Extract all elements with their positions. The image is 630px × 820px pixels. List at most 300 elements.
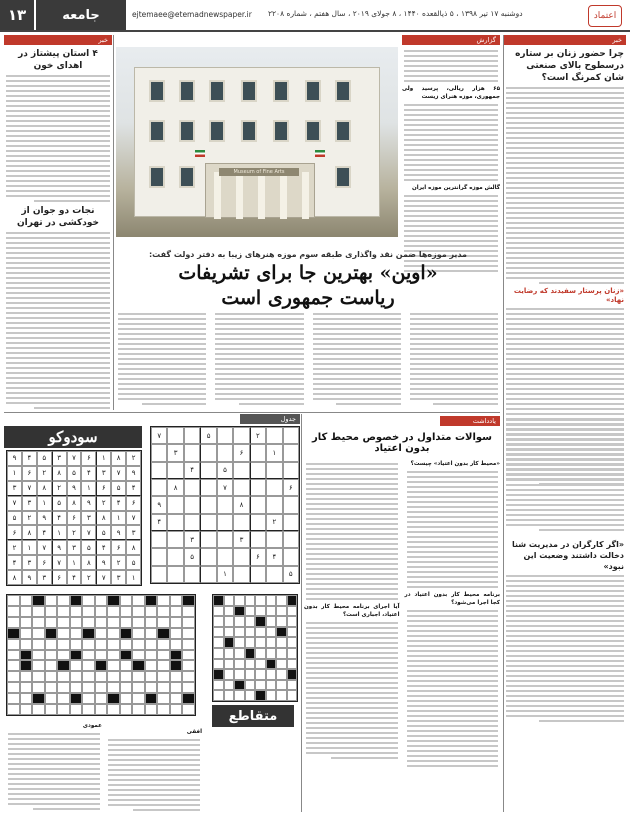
crossword-cell bbox=[145, 606, 158, 617]
sudoku-cell: ۸ bbox=[52, 466, 67, 481]
crossword-cell bbox=[20, 617, 33, 628]
crossword-cell bbox=[82, 693, 95, 704]
sudoku-cell: ۶ bbox=[81, 451, 96, 466]
sudoku-cell: ۴ bbox=[7, 555, 22, 570]
crossword-cell bbox=[157, 660, 170, 671]
crossword-cell bbox=[20, 704, 33, 715]
sudoku-cell: ۱ bbox=[266, 444, 282, 461]
crossword-cell bbox=[266, 680, 277, 691]
section-email[interactable]: ejtemaee@etemadnewspaper.ir bbox=[132, 10, 252, 19]
crossword-cell bbox=[182, 650, 195, 661]
crossword-cell bbox=[213, 659, 224, 670]
crossword-cell bbox=[82, 660, 95, 671]
sudoku-cell: ۳ bbox=[184, 531, 200, 548]
crossword-cell bbox=[45, 617, 58, 628]
sudoku-cell bbox=[266, 462, 282, 479]
crossword-cell bbox=[7, 693, 20, 704]
sudoku-cell bbox=[250, 496, 266, 513]
news-headline: نجات دو جوان از خودکشی در تهران bbox=[17, 206, 99, 228]
sudoku-cell bbox=[184, 427, 200, 444]
crossword-cell bbox=[287, 690, 298, 701]
sudoku-cell bbox=[167, 496, 183, 513]
sudoku-cell: ۵ bbox=[37, 451, 52, 466]
sudoku-cell bbox=[217, 496, 233, 513]
crossword-cell bbox=[182, 639, 195, 650]
crossword-cell bbox=[182, 671, 195, 682]
crossword-cell bbox=[132, 617, 145, 628]
crossword-cell bbox=[182, 606, 195, 617]
sudoku-cell bbox=[250, 566, 266, 583]
sudoku-cell: ۳ bbox=[96, 466, 111, 481]
sudoku-cell bbox=[184, 566, 200, 583]
sudoku-cell: ۷ bbox=[217, 479, 233, 496]
crossword-cell bbox=[82, 617, 95, 628]
sudoku-cell: ۲ bbox=[37, 466, 52, 481]
sudoku-cell: ۲ bbox=[81, 570, 96, 585]
crossword-cell bbox=[145, 704, 158, 715]
crossword-cell bbox=[70, 671, 83, 682]
sudoku-cell bbox=[250, 479, 266, 496]
crossword-cell bbox=[266, 659, 277, 670]
section-divider bbox=[4, 412, 500, 413]
crossword-cell bbox=[170, 671, 183, 682]
sudoku-cell bbox=[233, 479, 249, 496]
crossword-cell bbox=[224, 680, 235, 691]
crossword-cell bbox=[255, 606, 266, 617]
sudoku-cell: ۷ bbox=[67, 451, 82, 466]
crossword-cell bbox=[107, 704, 120, 715]
sudoku-cell: ۵ bbox=[81, 540, 96, 555]
sudoku-cell bbox=[266, 479, 282, 496]
sudoku-cell: ۱ bbox=[217, 566, 233, 583]
sudoku-cell bbox=[167, 427, 183, 444]
crossword-cell bbox=[57, 628, 70, 639]
puzzle-tag: جدول bbox=[240, 414, 300, 424]
crossword-cell bbox=[107, 628, 120, 639]
crossword-cell bbox=[157, 693, 170, 704]
sudoku-cell: ۴ bbox=[184, 462, 200, 479]
section-tag: خبر bbox=[4, 35, 112, 45]
crossword-clues-horizontal bbox=[106, 728, 202, 814]
crossword-cell bbox=[255, 616, 266, 627]
sudoku-cell: ۱ bbox=[52, 525, 67, 540]
sudoku-cell: ۶ bbox=[250, 548, 266, 565]
crossword-cell bbox=[245, 648, 256, 659]
sudoku-cell: ۶ bbox=[96, 481, 111, 496]
sudoku-cell: ۱ bbox=[67, 555, 82, 570]
crossword-cell bbox=[182, 682, 195, 693]
crossword-cell bbox=[234, 595, 245, 606]
crossword-cell bbox=[145, 682, 158, 693]
crossword-cell bbox=[57, 639, 70, 650]
crossword-cell bbox=[213, 627, 224, 638]
sudoku-cell: ۵ bbox=[217, 462, 233, 479]
crossword-cell bbox=[70, 606, 83, 617]
crossword-cell bbox=[82, 628, 95, 639]
crossword-cell bbox=[255, 648, 266, 659]
crossword-cell bbox=[57, 606, 70, 617]
crossword-cell bbox=[95, 595, 108, 606]
crossword-cell bbox=[57, 671, 70, 682]
sudoku-cell bbox=[200, 566, 216, 583]
crossword-cell bbox=[234, 690, 245, 701]
sudoku-cell bbox=[167, 566, 183, 583]
crossword-cell bbox=[32, 617, 45, 628]
column-divider bbox=[113, 35, 114, 410]
sudoku-cell: ۶ bbox=[233, 444, 249, 461]
crossword-cell bbox=[287, 627, 298, 638]
sudoku-cell: ۳ bbox=[81, 511, 96, 526]
crossword-cell bbox=[7, 704, 20, 715]
crossword-cell bbox=[107, 660, 120, 671]
crossword-cell bbox=[70, 628, 83, 639]
crossword-cell bbox=[7, 628, 20, 639]
sudoku-cell: ۴ bbox=[151, 514, 167, 531]
sudoku-cell: ۲ bbox=[7, 540, 22, 555]
crossword-cell bbox=[32, 704, 45, 715]
crossword-cell bbox=[234, 680, 245, 691]
sudoku-cell: ۴ bbox=[22, 451, 37, 466]
sudoku-cell: ۸ bbox=[7, 570, 22, 585]
crossword-cell bbox=[255, 627, 266, 638]
crossword-cell bbox=[276, 627, 287, 638]
sudoku-cell: ۳ bbox=[37, 570, 52, 585]
crossword-cell bbox=[132, 693, 145, 704]
page-header bbox=[0, 0, 630, 32]
sudoku-cell bbox=[283, 427, 299, 444]
crossword-cell bbox=[287, 606, 298, 617]
crossword-cell bbox=[107, 693, 120, 704]
news-headline: چرا حضور زنان بر ستاره درسطوح بالای صنعتی شان کمرنگ است؟ bbox=[515, 49, 624, 83]
story-body-column bbox=[311, 310, 403, 410]
sudoku-cell: ۲ bbox=[266, 514, 282, 531]
sudoku-cell bbox=[167, 531, 183, 548]
crossword-cell bbox=[7, 682, 20, 693]
crossword-cell bbox=[132, 682, 145, 693]
crossword-cell bbox=[266, 627, 277, 638]
crossword-cell bbox=[157, 671, 170, 682]
crossword-cell bbox=[182, 595, 195, 606]
crossword-cell bbox=[266, 669, 277, 680]
crossword-cell bbox=[266, 606, 277, 617]
sudoku-cell: ۳ bbox=[167, 444, 183, 461]
museum-sign: Museum of Fine Arts bbox=[219, 168, 299, 176]
sudoku-cell bbox=[233, 427, 249, 444]
faq-subhead: برنامه محیط کار بدون اعتیاد در کجا اجرا می‌شود؟ bbox=[404, 592, 500, 606]
sudoku-cell: ۵ bbox=[52, 496, 67, 511]
sudoku-cell: ۸ bbox=[22, 525, 37, 540]
sudoku-cell: ۹ bbox=[52, 540, 67, 555]
sudoku-cell: ۴ bbox=[266, 548, 282, 565]
sudoku-cell bbox=[217, 444, 233, 461]
sudoku-cell bbox=[151, 479, 167, 496]
crossword-cell bbox=[120, 639, 133, 650]
crossword-cell bbox=[157, 628, 170, 639]
sudoku-cell bbox=[266, 496, 282, 513]
crossword-cell bbox=[57, 660, 70, 671]
sudoku-cell: ۴ bbox=[111, 496, 126, 511]
sudoku-cell: ۱ bbox=[126, 570, 141, 585]
story-body-column bbox=[116, 310, 208, 410]
crossword-cell bbox=[45, 671, 58, 682]
page-number: ۱۳ bbox=[0, 0, 34, 30]
crossword-cell bbox=[57, 617, 70, 628]
crossword-cell bbox=[120, 660, 133, 671]
crossword-cell bbox=[107, 682, 120, 693]
crossword-cell bbox=[145, 639, 158, 650]
crossword-cell bbox=[45, 650, 58, 661]
crossword-cell bbox=[255, 680, 266, 691]
crossword-cell bbox=[245, 690, 256, 701]
crossword-cell bbox=[120, 693, 133, 704]
crossword-cell bbox=[170, 650, 183, 661]
crossword-cell bbox=[157, 650, 170, 661]
sudoku-cell bbox=[167, 462, 183, 479]
crossword-cell bbox=[245, 627, 256, 638]
crossword-cell bbox=[120, 650, 133, 661]
crossword-cell bbox=[234, 659, 245, 670]
sudoku-cell: ۶ bbox=[37, 555, 52, 570]
crossword-title: متقاطع bbox=[212, 705, 294, 727]
crossword-cell bbox=[70, 650, 83, 661]
sudoku-cell: ۲ bbox=[67, 525, 82, 540]
crossword-cell bbox=[157, 595, 170, 606]
sudoku-cell: ۹ bbox=[111, 525, 126, 540]
clue-heading: عمودی bbox=[82, 723, 102, 729]
sudoku-cell: ۶ bbox=[7, 525, 22, 540]
story-tag: گزارش bbox=[402, 35, 500, 45]
crossword-cell bbox=[145, 617, 158, 628]
sudoku-title: سودوکو bbox=[4, 426, 142, 448]
sudoku-cell: ۱ bbox=[22, 540, 37, 555]
sudoku-cell bbox=[266, 427, 282, 444]
crossword-cell bbox=[287, 637, 298, 648]
crossword-cell bbox=[145, 650, 158, 661]
crossword-cell bbox=[287, 669, 298, 680]
section-name: جامعه bbox=[36, 0, 126, 30]
inline-heading: ۶۵ هزار ریالی، پرسید ولی جمهوری، موزه هنرای زیست bbox=[402, 86, 500, 100]
sudoku-cell bbox=[200, 479, 216, 496]
sudoku-cell: ۲ bbox=[126, 451, 141, 466]
crossword-cell bbox=[57, 682, 70, 693]
crossword-cell bbox=[70, 682, 83, 693]
crossword-cell bbox=[45, 704, 58, 715]
sudoku-cell: ۱ bbox=[7, 466, 22, 481]
sudoku-cell: ۳ bbox=[111, 570, 126, 585]
story-body-columns bbox=[116, 310, 500, 410]
article-body bbox=[4, 75, 112, 202]
sudoku-cell bbox=[283, 531, 299, 548]
crossword-cell bbox=[32, 606, 45, 617]
sudoku-cell bbox=[283, 444, 299, 461]
crossword-cell bbox=[107, 671, 120, 682]
crossword-cell bbox=[224, 606, 235, 617]
sudoku-cell: ۶ bbox=[67, 511, 82, 526]
crossword-cell bbox=[82, 682, 95, 693]
crossword-cell bbox=[213, 648, 224, 659]
crossword-cell bbox=[224, 637, 235, 648]
sudoku-cell: ۸ bbox=[111, 451, 126, 466]
crossword-cell bbox=[32, 660, 45, 671]
crossword-cell bbox=[20, 660, 33, 671]
sudoku-cell: ۷ bbox=[96, 570, 111, 585]
crossword-cell bbox=[95, 704, 108, 715]
crossword-cell bbox=[70, 660, 83, 671]
crossword-cell bbox=[255, 637, 266, 648]
sudoku-cell: ۹ bbox=[151, 496, 167, 513]
crossword-cell bbox=[70, 693, 83, 704]
crossword-cell bbox=[82, 595, 95, 606]
crossword-cell bbox=[182, 693, 195, 704]
sudoku-cell bbox=[266, 531, 282, 548]
sudoku-cell: ۹ bbox=[81, 496, 96, 511]
sudoku-cell: ۶ bbox=[283, 479, 299, 496]
crossword-cell bbox=[213, 606, 224, 617]
sudoku-cell: ۹ bbox=[37, 511, 52, 526]
crossword-cell bbox=[7, 639, 20, 650]
crossword-cell bbox=[234, 669, 245, 680]
crossword-cell bbox=[245, 669, 256, 680]
crossword-cell bbox=[20, 595, 33, 606]
crossword-cell bbox=[82, 650, 95, 661]
sudoku-cell bbox=[233, 514, 249, 531]
sudoku-cell: ۳ bbox=[233, 531, 249, 548]
subheadline: «زنان پرستار سفیدند که رضایت نهاد» bbox=[513, 287, 624, 304]
sudoku-cell: ۹ bbox=[67, 481, 82, 496]
sudoku-cell bbox=[266, 566, 282, 583]
crossword-cell bbox=[132, 671, 145, 682]
crossword-cell bbox=[287, 616, 298, 627]
crossword-cell bbox=[132, 660, 145, 671]
sudoku-cell: ۴ bbox=[52, 511, 67, 526]
museum-building bbox=[134, 67, 380, 217]
sudoku-cell bbox=[184, 514, 200, 531]
crossword-cell bbox=[224, 690, 235, 701]
crossword-cell bbox=[234, 606, 245, 617]
sudoku-cell bbox=[250, 531, 266, 548]
crossword-cell bbox=[70, 617, 83, 628]
crossword-cell bbox=[20, 693, 33, 704]
crossword-cell bbox=[70, 639, 83, 650]
crossword-cell bbox=[245, 616, 256, 627]
sudoku-cell bbox=[250, 462, 266, 479]
sudoku-cell: ۸ bbox=[37, 481, 52, 496]
crossword-cell bbox=[132, 628, 145, 639]
crossword-cell bbox=[170, 628, 183, 639]
sudoku-cell: ۵ bbox=[200, 427, 216, 444]
sudoku-cell: ۱ bbox=[81, 481, 96, 496]
crossword-cell bbox=[255, 669, 266, 680]
crossword-cell bbox=[255, 690, 266, 701]
crossword-clues-vertical bbox=[6, 722, 102, 813]
crossword-cell bbox=[7, 650, 20, 661]
crossword-cell bbox=[7, 617, 20, 628]
crossword-cell bbox=[32, 682, 45, 693]
sudoku-cell: ۲ bbox=[96, 496, 111, 511]
crossword-cell bbox=[107, 650, 120, 661]
sudoku-cell: ۲ bbox=[111, 555, 126, 570]
news-headline: «اگر کارگران در مدیریت شنا دخالت داشتند وضعیت این نبود» bbox=[511, 540, 624, 571]
crossword-cell bbox=[20, 671, 33, 682]
crossword-cell bbox=[120, 671, 133, 682]
crossword-grid bbox=[6, 594, 196, 716]
date-line: دوشنبه ۱۷ تیر ۱۳۹۸ ، ۵ ذیالقعده ۱۴۴۰ ، ۸ جولای ۲۰۱۹ ، سال هفتم ، شماره ۲۲۰۸ bbox=[268, 9, 523, 18]
crossword-cell bbox=[224, 595, 235, 606]
crossword-cell bbox=[287, 659, 298, 670]
sudoku-cell: ۵ bbox=[96, 525, 111, 540]
sudoku-cell: ۱ bbox=[96, 451, 111, 466]
crossword-cell bbox=[45, 639, 58, 650]
crossword-cell bbox=[287, 648, 298, 659]
sudoku-cell bbox=[151, 548, 167, 565]
crossword-cell bbox=[170, 617, 183, 628]
crossword-cell bbox=[276, 680, 287, 691]
right-lower-news bbox=[504, 416, 626, 812]
crossword-cell bbox=[95, 639, 108, 650]
newspaper-logo: اعتماد bbox=[588, 5, 622, 27]
sudoku-cell: ۶ bbox=[22, 466, 37, 481]
crossword-cell bbox=[82, 704, 95, 715]
crossword-cell bbox=[213, 690, 224, 701]
crossword-cell bbox=[120, 606, 133, 617]
crossword-cell bbox=[95, 650, 108, 661]
crossword-cell bbox=[182, 628, 195, 639]
sudoku-cell bbox=[217, 514, 233, 531]
crossword-cell bbox=[287, 680, 298, 691]
sudoku-cell: ۲ bbox=[52, 481, 67, 496]
sudoku-cell bbox=[184, 479, 200, 496]
sudoku-cell: ۴ bbox=[96, 540, 111, 555]
sudoku-cell: ۳ bbox=[126, 525, 141, 540]
crossword-cell bbox=[276, 595, 287, 606]
sudoku-cell: ۹ bbox=[22, 570, 37, 585]
sudoku-cell bbox=[184, 496, 200, 513]
crossword-cell bbox=[107, 606, 120, 617]
crossword-cell bbox=[95, 682, 108, 693]
crossword-cell bbox=[145, 693, 158, 704]
crossword-cell bbox=[20, 628, 33, 639]
crossword-cell bbox=[32, 693, 45, 704]
story-title-line-2: ریاست جمهوری است bbox=[221, 287, 395, 309]
crossword-cell bbox=[120, 628, 133, 639]
sudoku-cell bbox=[151, 566, 167, 583]
crossword-cell bbox=[234, 616, 245, 627]
crossword-cell bbox=[170, 595, 183, 606]
crossword-cell bbox=[120, 682, 133, 693]
mini-crossword-grid bbox=[212, 594, 298, 702]
sudoku-cell: ۷ bbox=[81, 525, 96, 540]
sudoku-cell: ۹ bbox=[96, 555, 111, 570]
sudoku-cell: ۱ bbox=[111, 511, 126, 526]
sudoku-cell: ۵ bbox=[7, 511, 22, 526]
section-tag: خبر bbox=[504, 35, 626, 45]
museum-photo bbox=[116, 47, 398, 237]
crossword-cell bbox=[57, 704, 70, 715]
sudoku-cell: ۳ bbox=[67, 540, 82, 555]
crossword-cell bbox=[213, 595, 224, 606]
crossword-cell bbox=[224, 669, 235, 680]
crossword-cell bbox=[224, 648, 235, 659]
crossword-cell bbox=[132, 704, 145, 715]
crossword-cell bbox=[245, 637, 256, 648]
sudoku-cell: ۸ bbox=[167, 479, 183, 496]
article-body bbox=[504, 87, 626, 284]
column-divider bbox=[301, 414, 302, 812]
faq-article bbox=[304, 416, 500, 812]
crossword-cell bbox=[82, 639, 95, 650]
crossword-cell bbox=[57, 650, 70, 661]
crossword-cell bbox=[182, 660, 195, 671]
